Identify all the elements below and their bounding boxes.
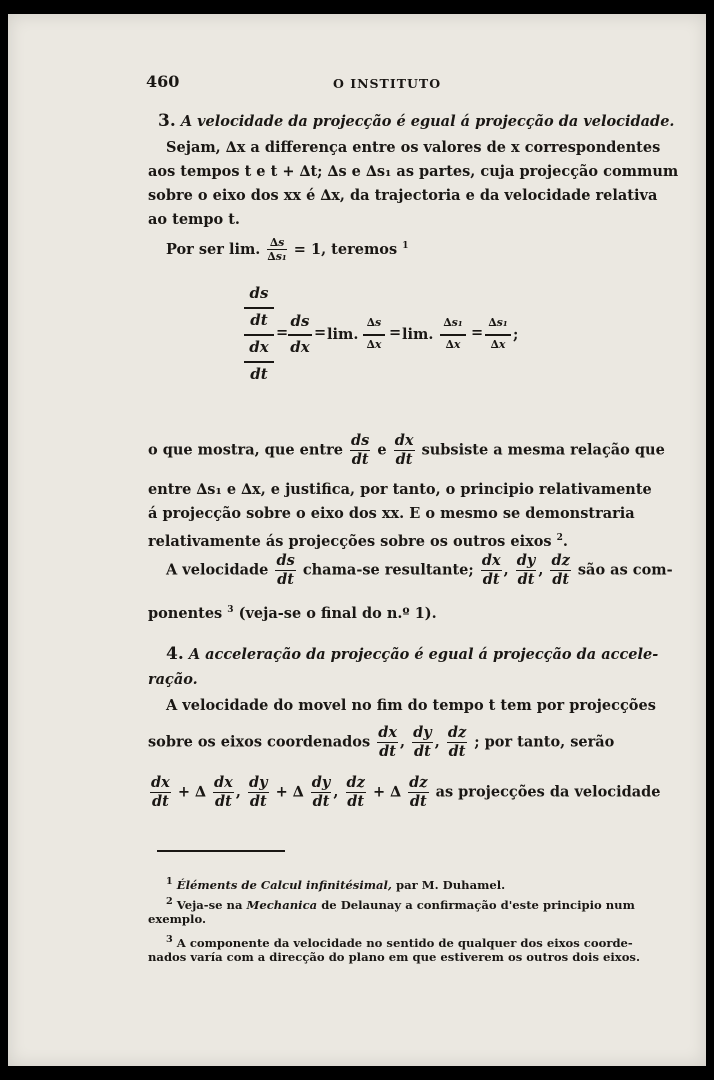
s4-line-2 — [148, 724, 614, 761]
eq-f3-num: ∆s₁ — [443, 316, 463, 329]
frac-den: dt — [351, 451, 369, 468]
frac-num: dx — [394, 432, 414, 449]
frac-den: dt — [448, 743, 466, 760]
limit-den: ∆s₁ — [267, 250, 287, 264]
limit-line — [166, 236, 408, 263]
frac-den: dt — [249, 793, 267, 810]
frac-num: ds — [351, 432, 370, 449]
footnote-italic: Éléments de Calcul infinitésimal, — [176, 877, 392, 892]
frac-c1 — [346, 774, 366, 811]
frac-num: dx — [378, 724, 397, 741]
s3-after-l1-post: subsiste a mesma relação que — [421, 441, 665, 459]
footnote-ref-2: 2 — [556, 533, 563, 543]
comma: , — [333, 783, 339, 801]
s4-line-3 — [148, 774, 661, 811]
footnote-number: 2 — [166, 896, 173, 907]
plus-delta: + ∆ — [177, 783, 206, 801]
eq-equals-2: = — [314, 324, 327, 341]
footnote-text: Veja-se na — [176, 897, 247, 912]
frac-num: dz — [346, 774, 365, 791]
s4-line-1: A velocidade do movel no fim do tempo t tem por projecções — [166, 697, 656, 714]
s3-line-3: sobre o eixo dos xx é ∆x, da trajectoria e da velocidade relativa — [148, 187, 658, 204]
footnote-text: A componente da velocidade no sentido de qualquer dos eixos coorde- — [176, 935, 633, 950]
s3-after-line-5 — [166, 552, 673, 589]
plus-delta: + ∆ — [372, 783, 402, 801]
period: . — [562, 532, 568, 550]
eq-equals-3: = — [389, 324, 402, 341]
frac-dz-dt-3 — [447, 724, 467, 761]
eq-lhs-dt1: dt — [250, 311, 268, 329]
comma: , — [538, 561, 544, 579]
running-title: O INSTITUTO — [333, 76, 442, 91]
eq-main-bar — [244, 334, 274, 336]
eq-lhs-bottom: dx — [249, 338, 269, 356]
comma: , — [434, 733, 440, 751]
s3-after-line-1 — [148, 432, 665, 469]
section-3-number: 3. — [158, 111, 176, 131]
footnote-text: par M. Duhamel. — [391, 877, 506, 892]
footnote-separator — [157, 850, 285, 852]
eq-semicolon: ; — [513, 326, 519, 343]
eq-f4-den: ∆x — [490, 338, 506, 351]
frac-den: dt — [312, 793, 330, 810]
frac-den: dt — [277, 571, 295, 588]
limit-num: ∆s — [267, 236, 286, 250]
frac-num: dx — [151, 774, 170, 791]
limit-prefix: Por ser lim. — [166, 240, 261, 258]
comma: , — [235, 783, 241, 801]
frac-den: dt — [552, 571, 570, 588]
footnote-ref-3: 3 — [227, 605, 234, 615]
comma: , — [503, 561, 509, 579]
s3-after-l1-mid: e — [377, 441, 387, 459]
frac-dx-dt-3 — [377, 724, 398, 761]
plus-delta: + ∆ — [275, 783, 304, 801]
frac-num: dx — [481, 552, 501, 569]
frac-num: ds — [276, 552, 295, 569]
frac-num: dy — [413, 724, 432, 741]
frac-num: dz — [447, 724, 467, 741]
footnote-3-cont: nados varía com a direcção do plano em que estiverem os outros dois eixos. — [148, 950, 640, 964]
frac-den: dt — [151, 793, 169, 810]
eq-f2-den: ∆x — [366, 338, 382, 351]
section-4-title-2: ração. — [148, 671, 198, 688]
comma: , — [399, 733, 406, 751]
s3-after-l5-mid: chama-se resultante; — [302, 561, 474, 579]
frac-c2 — [408, 774, 428, 811]
frac-b2 — [311, 774, 332, 811]
frac-ds-dt-2 — [275, 552, 295, 589]
frac-den: dt — [409, 793, 427, 810]
frac-num: dz — [551, 552, 570, 569]
s3-after-l1-pre: o que mostra, que entre — [148, 441, 343, 459]
eq-lhs-top: ds — [249, 284, 269, 302]
frac-b1 — [248, 774, 269, 811]
section-4-number: 4. — [166, 644, 184, 664]
frac-dy-dt — [516, 552, 537, 589]
frac-den: dt — [379, 743, 396, 760]
s3-line-1: Sejam, ∆x a differença entre os valores de x correspondentes — [166, 139, 661, 156]
s4-l2-post: ; por tanto, serão — [474, 733, 615, 751]
eq-f3-bar — [440, 334, 466, 336]
frac-ds-dt — [350, 432, 370, 469]
page-number: 460 — [146, 72, 180, 91]
s3-after-l5-pre: A velocidade — [166, 561, 269, 579]
limit-suffix: = 1, teremos — [293, 240, 398, 258]
eq-f2-bar — [363, 334, 385, 336]
eq-lim-2: lim. — [402, 326, 434, 343]
s3-after-l4-text: relativamente ás projecções sobre os outros eixos — [148, 532, 552, 550]
s3-after-line-6 — [148, 600, 437, 624]
s3-line-2: aos tempos t e t + ∆t; ∆s e ∆s₁ as partes, cuja projecção commum — [148, 163, 679, 180]
footnote-ref-1: 1 — [402, 241, 409, 251]
frac-den: dt — [413, 743, 431, 760]
eq-f1-num: ds — [290, 312, 310, 330]
footnote-1 — [166, 874, 505, 893]
frac-num: dz — [409, 774, 428, 791]
footnote-italic: Mechanica — [246, 897, 318, 912]
footnote-number: 3 — [166, 934, 173, 945]
eq-f1-den: dx — [290, 338, 310, 356]
s3-line-4: ao tempo t. — [148, 211, 240, 228]
footnote-2-cont: exemplo. — [148, 912, 207, 926]
eq-bar-1 — [244, 307, 274, 309]
frac-den: dt — [215, 793, 232, 810]
frac-dz-dt — [550, 552, 570, 589]
s3-after-line-2: entre ∆s₁ e ∆x, e justifica, por tanto, o principio relativamente — [148, 481, 652, 498]
eq-lhs-dt2: dt — [250, 365, 268, 383]
frac-a2 — [213, 774, 234, 811]
s3-after-line-4 — [148, 528, 568, 552]
eq-f3-den: ∆x — [445, 338, 461, 351]
frac-dx-dt — [394, 432, 415, 469]
s4-l2-pre: sobre os eixos coordenados — [148, 733, 371, 751]
frac-num: dy — [311, 774, 331, 791]
frac-a1 — [150, 774, 171, 811]
s3-after-l6-post: (veja-se o final do n.º 1). — [238, 604, 437, 622]
eq-f4-bar — [485, 334, 511, 336]
frac-den: dt — [517, 571, 535, 588]
eq-lim-1: lim. — [327, 326, 359, 343]
section-3-title: A velocidade da projecção é egual á projecção da velocidade. — [180, 113, 675, 130]
eq-equals-4: = — [471, 324, 484, 341]
eq-equals-1: = — [276, 324, 289, 341]
frac-num: dy — [516, 552, 536, 569]
frac-dx-dt-2 — [481, 552, 502, 589]
footnote-2 — [166, 894, 635, 913]
footnote-text: de Delaunay a confirmação d'este principio num — [317, 897, 635, 912]
eq-bar-2 — [244, 361, 274, 363]
book-page — [8, 14, 706, 1066]
s4-l3-post: as projecções da velocidade — [435, 783, 661, 801]
eq-f1-bar — [288, 334, 312, 336]
section-4-title-1: A acceleração da projecção é egual á projecção da accele- — [188, 646, 659, 663]
section-4-heading — [166, 644, 658, 665]
section-3-heading — [158, 111, 674, 132]
footnote-number: 1 — [166, 876, 173, 887]
frac-num: dx — [214, 774, 233, 791]
frac-den: dt — [347, 793, 365, 810]
limit-fraction — [267, 236, 286, 263]
frac-num: dy — [248, 774, 268, 791]
frac-dy-dt-3 — [412, 724, 433, 761]
frac-den: dt — [482, 571, 500, 588]
s3-after-line-3: á projecção sobre o eixo dos xx. E o mesmo se demonstraria — [148, 505, 635, 522]
footnote-3 — [166, 932, 633, 951]
s3-after-l5-post: são as com- — [577, 561, 673, 579]
eq-f2-num: ∆s — [366, 316, 382, 329]
eq-f4-num: ∆s₁ — [488, 316, 508, 329]
s3-after-l6-pre: ponentes — [148, 604, 223, 622]
frac-den: dt — [395, 451, 413, 468]
